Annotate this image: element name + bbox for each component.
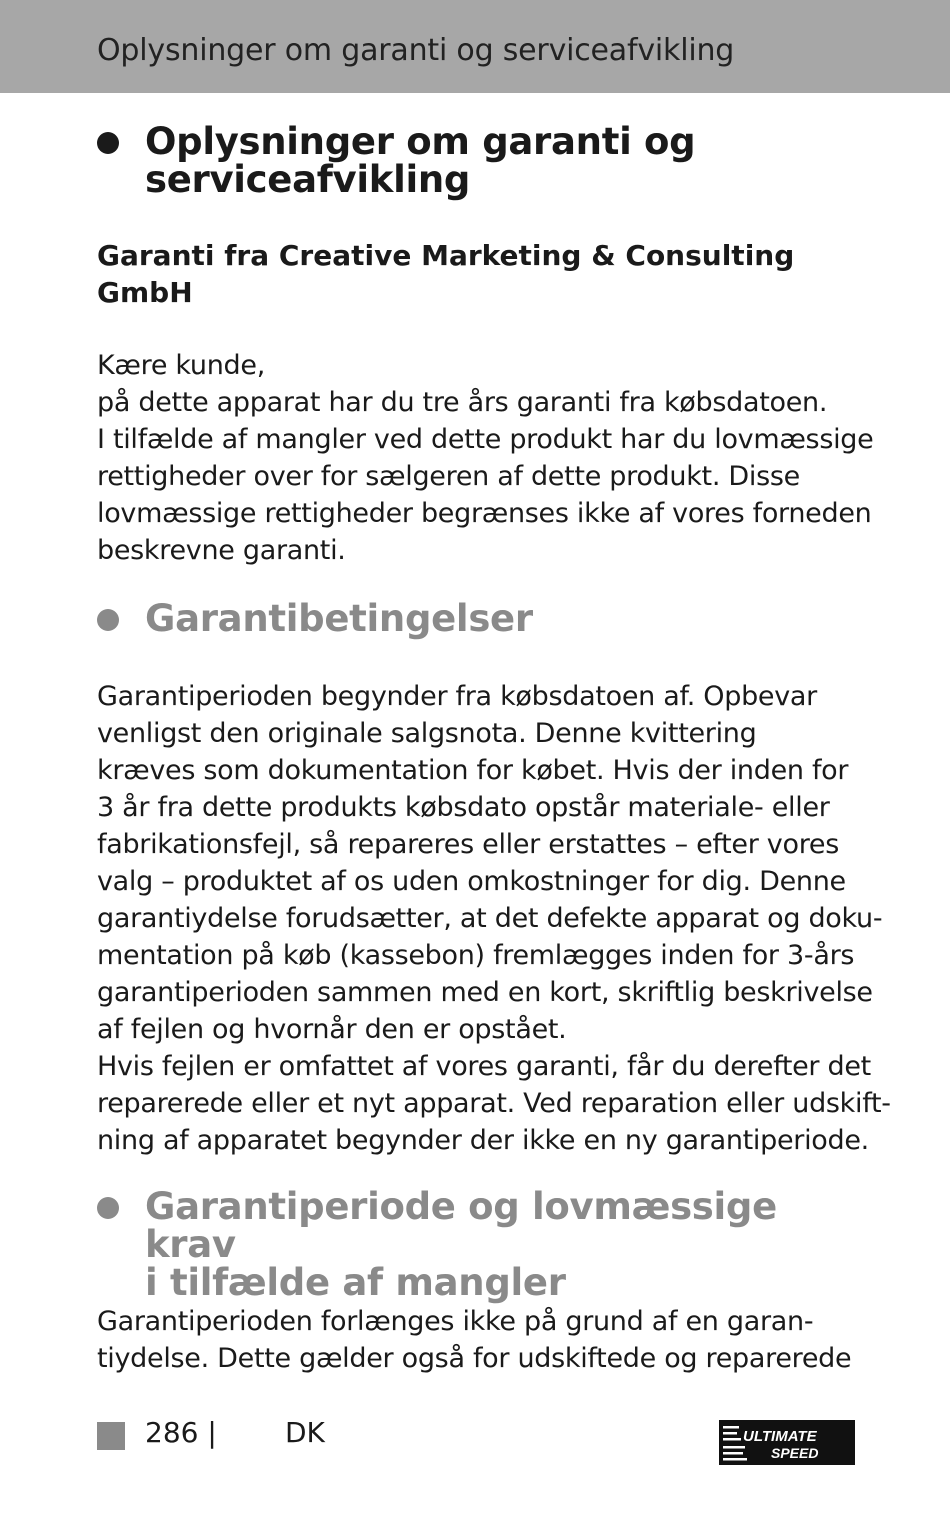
section-heading bbox=[97, 1185, 867, 1304]
section-warranty-period bbox=[97, 1185, 867, 1304]
bullet-icon bbox=[97, 609, 119, 631]
warranty-subheading bbox=[97, 237, 867, 311]
text-line: reparerede eller et nyt apparat. Ved reparation eller udskift- bbox=[97, 1088, 891, 1119]
language-code: DK bbox=[285, 1416, 325, 1449]
conditions-paragraph bbox=[97, 678, 891, 1159]
page-marker-square bbox=[97, 1422, 125, 1450]
period-paragraph bbox=[97, 1303, 867, 1377]
text-line: på dette apparat har du tre års garanti fra købsdatoen. bbox=[97, 387, 828, 418]
header-bar bbox=[0, 0, 950, 93]
text-line: Hvis fejlen er omfattet af vores garanti, får du derefter det bbox=[97, 1051, 871, 1082]
text-line: valg – produktet af os uden omkostninger for dig. Denne bbox=[97, 866, 846, 897]
text-line: I tilfælde af mangler ved dette produkt har du lovmæssige bbox=[97, 424, 874, 455]
section-warranty-conditions bbox=[97, 597, 867, 640]
text-line: Garantiperioden begynder fra købsdatoen af. Opbevar bbox=[97, 681, 817, 712]
text-line: garantiydelse forudsætter, at det defekte apparat og doku- bbox=[97, 903, 883, 934]
section-heading bbox=[97, 120, 867, 201]
subheading-line: GmbH bbox=[97, 276, 193, 309]
section-heading bbox=[97, 597, 867, 640]
text-line: fabrikationsfejl, så repareres eller erstattes – efter vores bbox=[97, 829, 839, 860]
text-line: Garantiperioden forlænges ikke på grund af en garan- bbox=[97, 1306, 814, 1337]
bullet-icon bbox=[97, 132, 119, 154]
heading-line: i tilfælde af mangler bbox=[145, 1261, 566, 1304]
heading-line: Garantibetingelser bbox=[145, 597, 533, 640]
heading-line: Garantiperiode og lovmæssige krav bbox=[145, 1185, 777, 1266]
text-line: mentation på køb (kassebon) fremlægges inden for 3-års bbox=[97, 940, 855, 971]
section-warranty-info bbox=[97, 120, 867, 201]
text-line: Kære kunde, bbox=[97, 350, 265, 381]
logo-text-speed: SPEED bbox=[771, 1445, 819, 1461]
text-line: rettigheder over for sælgeren af dette produkt. Disse bbox=[97, 461, 800, 492]
text-line: garantiperioden sammen med en kort, skriftlig beskrivelse bbox=[97, 977, 873, 1008]
text-line: beskrevne garanti. bbox=[97, 535, 346, 566]
page-header-title: Oplysninger om garanti og serviceafvikling bbox=[97, 33, 735, 68]
page-number: 286 | bbox=[145, 1416, 217, 1449]
text-line: tiydelse. Dette gælder også for udskiftede og reparerede bbox=[97, 1343, 852, 1374]
text-line: kræves som dokumentation for købet. Hvis der inden for bbox=[97, 755, 849, 786]
text-line: 3 år fra dette produkts købsdato opstår materiale- eller bbox=[97, 792, 830, 823]
bullet-icon bbox=[97, 1197, 119, 1219]
text-line: venligst den originale salgsnota. Denne kvittering bbox=[97, 718, 757, 749]
text-line: af fejlen og hvornår den er opstået. bbox=[97, 1014, 567, 1045]
intro-paragraph bbox=[97, 347, 874, 569]
heading-line: Oplysninger om garanti og bbox=[145, 120, 696, 163]
subheading-line: Garanti fra Creative Marketing & Consulting bbox=[97, 239, 795, 272]
ultimate-speed-logo bbox=[719, 1420, 855, 1465]
text-line: lovmæssige rettigheder begrænses ikke af vores forneden bbox=[97, 498, 872, 529]
logo-text-ultimate: ULTIMATE bbox=[743, 1428, 817, 1445]
text-line: ning af apparatet begynder der ikke en ny garantiperiode. bbox=[97, 1125, 869, 1156]
heading-line: serviceafvikling bbox=[145, 158, 471, 201]
